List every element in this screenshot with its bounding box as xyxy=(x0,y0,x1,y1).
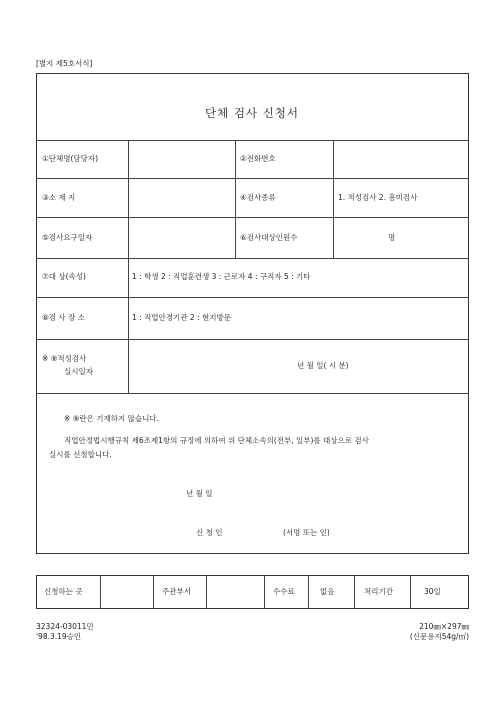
group-name-label: ①단체명(담당자) xyxy=(42,154,99,163)
application-date: 년 월 일 xyxy=(186,489,213,498)
column-divider xyxy=(308,575,309,609)
phone-label: ②전화번호 xyxy=(240,154,276,163)
note-text: ※ ⑨란은 기재하지 않습니다. xyxy=(64,414,159,423)
test-date-label-line1: ※ ⑨적성검사 xyxy=(42,354,87,363)
processing-period-value: 30일 xyxy=(424,587,441,596)
form-code: 32324-03011민 xyxy=(36,622,94,631)
fee-value: 없음 xyxy=(320,587,335,596)
test-type-options: 1. 적성검사 2. 흥미검사 xyxy=(338,193,418,202)
column-divider xyxy=(354,575,355,609)
column-divider xyxy=(333,140,334,258)
column-divider xyxy=(235,140,236,258)
processing-period-label: 처리기간 xyxy=(364,587,393,596)
row-divider xyxy=(36,393,469,394)
row-divider xyxy=(36,297,469,298)
paper-size: 210㎜×297㎜ xyxy=(419,622,469,631)
address-label: ③소 재 지 xyxy=(42,193,76,202)
column-divider xyxy=(100,575,101,609)
test-date-label-line2: 실시일자 xyxy=(64,367,93,376)
location-options: 1 : 직업안경기관 2 : 현지방문 xyxy=(132,313,231,322)
column-divider xyxy=(153,575,154,609)
submit-to-label: 신청하는 곳 xyxy=(44,587,83,596)
request-paragraph-line1: 직업안정법시행규칙 제6조제1항의 규정에 의하여 위 단체소속의(전부, 일부)를 대상으로 검사 xyxy=(64,436,369,445)
column-divider xyxy=(264,575,265,609)
target-label: ⑦대 상(속성) xyxy=(42,272,86,281)
approval-date: '98.3.19승인 xyxy=(36,632,82,641)
form-label: [별지 제5호서식] xyxy=(36,59,93,68)
row-divider xyxy=(36,140,469,141)
location-label: ⑧검 사 장 소 xyxy=(42,313,85,322)
applicant-signature: (서명 또는 인) xyxy=(283,528,330,537)
column-divider xyxy=(206,575,207,609)
column-divider xyxy=(410,575,411,609)
applicant-label: 신 청 인 xyxy=(196,528,223,537)
request-paragraph-line2: 실시를 신청합니다. xyxy=(49,450,112,459)
headcount-label: ⑥검사대상인원수 xyxy=(240,233,298,242)
target-options: 1 : 학생 2 : 직업훈련생 3 : 근로자 4 : 구직자 5 : 기타 xyxy=(132,272,311,281)
fee-label: 수수료 xyxy=(273,587,295,596)
row-divider xyxy=(36,339,469,340)
headcount-unit: 명 xyxy=(388,233,396,242)
column-divider xyxy=(128,140,129,393)
test-type-label: ④검사종류 xyxy=(240,193,276,202)
row-divider xyxy=(36,217,469,218)
row-divider xyxy=(36,178,469,179)
form-title: 단체 검사 신청서 xyxy=(204,106,300,120)
row-divider xyxy=(36,258,469,259)
paper-type: (신문용지54g/㎡) xyxy=(409,632,469,641)
requested-date-label: ⑤검사요구일자 xyxy=(42,233,93,242)
application-form-box xyxy=(36,73,469,554)
test-date-value: 년 월 일( 시 분) xyxy=(297,361,349,370)
department-label: 주관부서 xyxy=(162,587,191,596)
